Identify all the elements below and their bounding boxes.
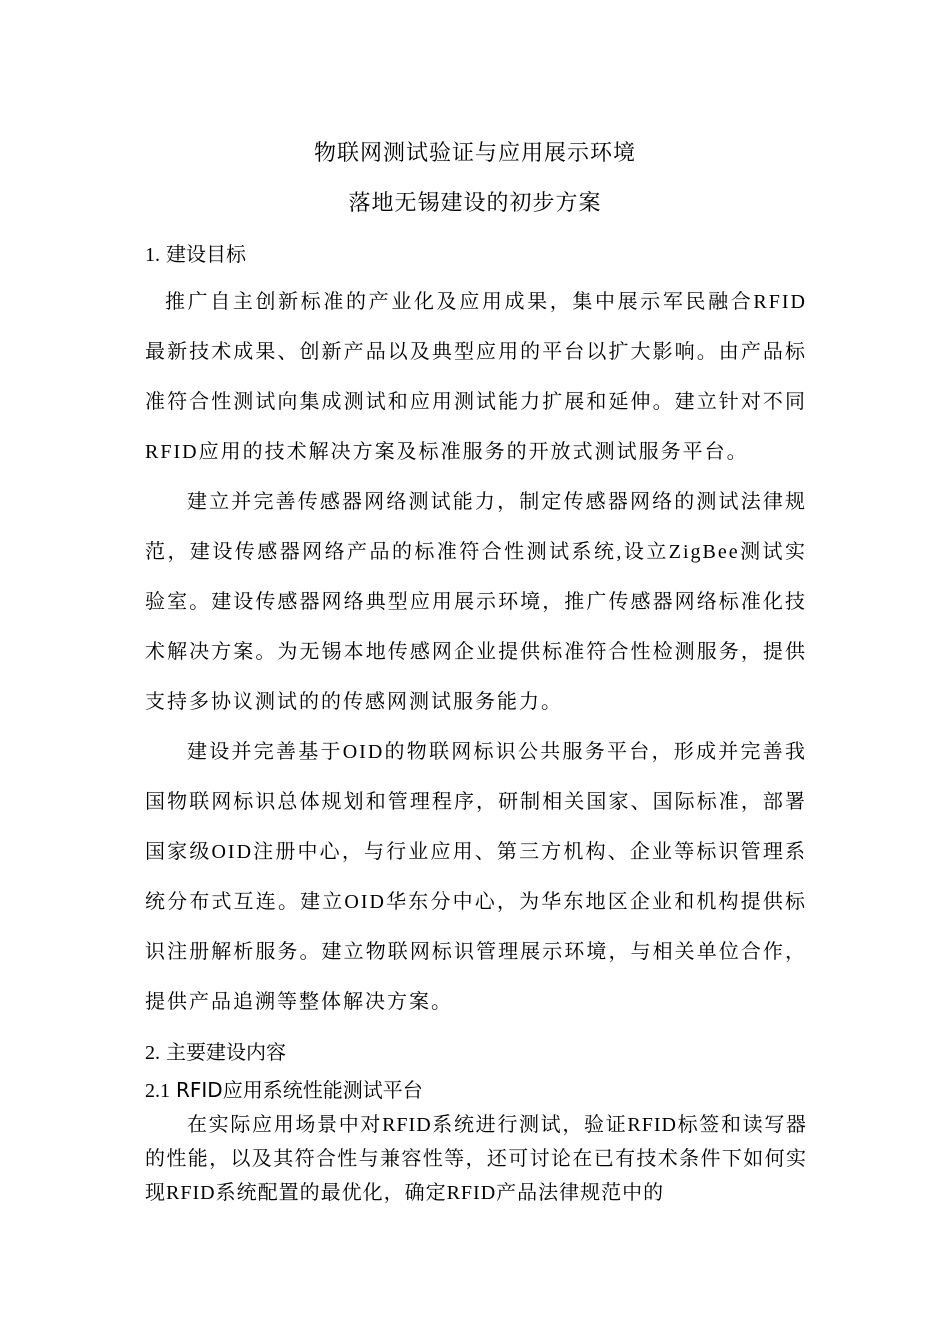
section-2-title: 主要建设内容 <box>166 1040 286 1064</box>
section-1-paragraph-2: 建立并完善传感器网络测试能力，制定传感器网络的测试法律规范，建设传感器网络产品的标准符合性测试系统,设立ZigBee测试实验室。建设传感器网络典型应用展示环境，推广传感器网络标准化技术解决方案。为无锡本地传感网企业提供标准符合性检测服务，提供支持多协议测试的的传感网测试服务能力。 <box>145 491 807 713</box>
section-1-number: 1. <box>145 244 160 266</box>
section-2-1-heading <box>145 1074 423 1103</box>
document-title-line-2: 落地无锡建设的初步方案 <box>348 191 602 216</box>
section-2-1-number: 2.1 <box>145 1080 170 1102</box>
section-1-paragraph-1: 推广自主创新标准的产业化及应用成果，集中展示军民融合RFID最新技术成果、创新产品以及典型应用的平台以扩大影响。由产品标准符合性测试向集成测试和应用测试能力扩展和延伸。建立针对不同RFID应用的技术解决方案及标准服务的开放式测试服务平台。 <box>145 291 807 463</box>
section-1-title: 建设目标 <box>166 242 246 266</box>
section-1-heading <box>145 238 246 267</box>
section-2-heading <box>145 1036 286 1065</box>
section-2-number: 2. <box>145 1042 160 1064</box>
document-title-line-1: 物联网测试验证与应用展示环境 <box>313 141 636 166</box>
section-2-1-title: RFID应用系统性能测试平台 <box>176 1078 423 1102</box>
section-2-1-paragraph: 在实际应用场景中对RFID系统进行测试，验证RFID标签和读写器的性能，以及其符合性与兼容性等，还可讨论在已有技术条件下如何实现RFID系统配置的最优化，确定RFID产品法律规范中的 <box>145 1114 807 1204</box>
section-1-paragraph-3: 建设并完善基于OID的物联网标识公共服务平台，形成并完善我国物联网标识总体规划和管理程序，研制相关国家、国际标准，部署国家级OID注册中心，与行业应用、第三方机构、企业等标识管理系统分布式互连。建立OID华东分中心，为华东地区企业和机构提供标识注册解析服务。建立物联网标识管理展示环境，与相关单位合作，提供产品追溯等整体解决方案。 <box>145 741 807 1013</box>
